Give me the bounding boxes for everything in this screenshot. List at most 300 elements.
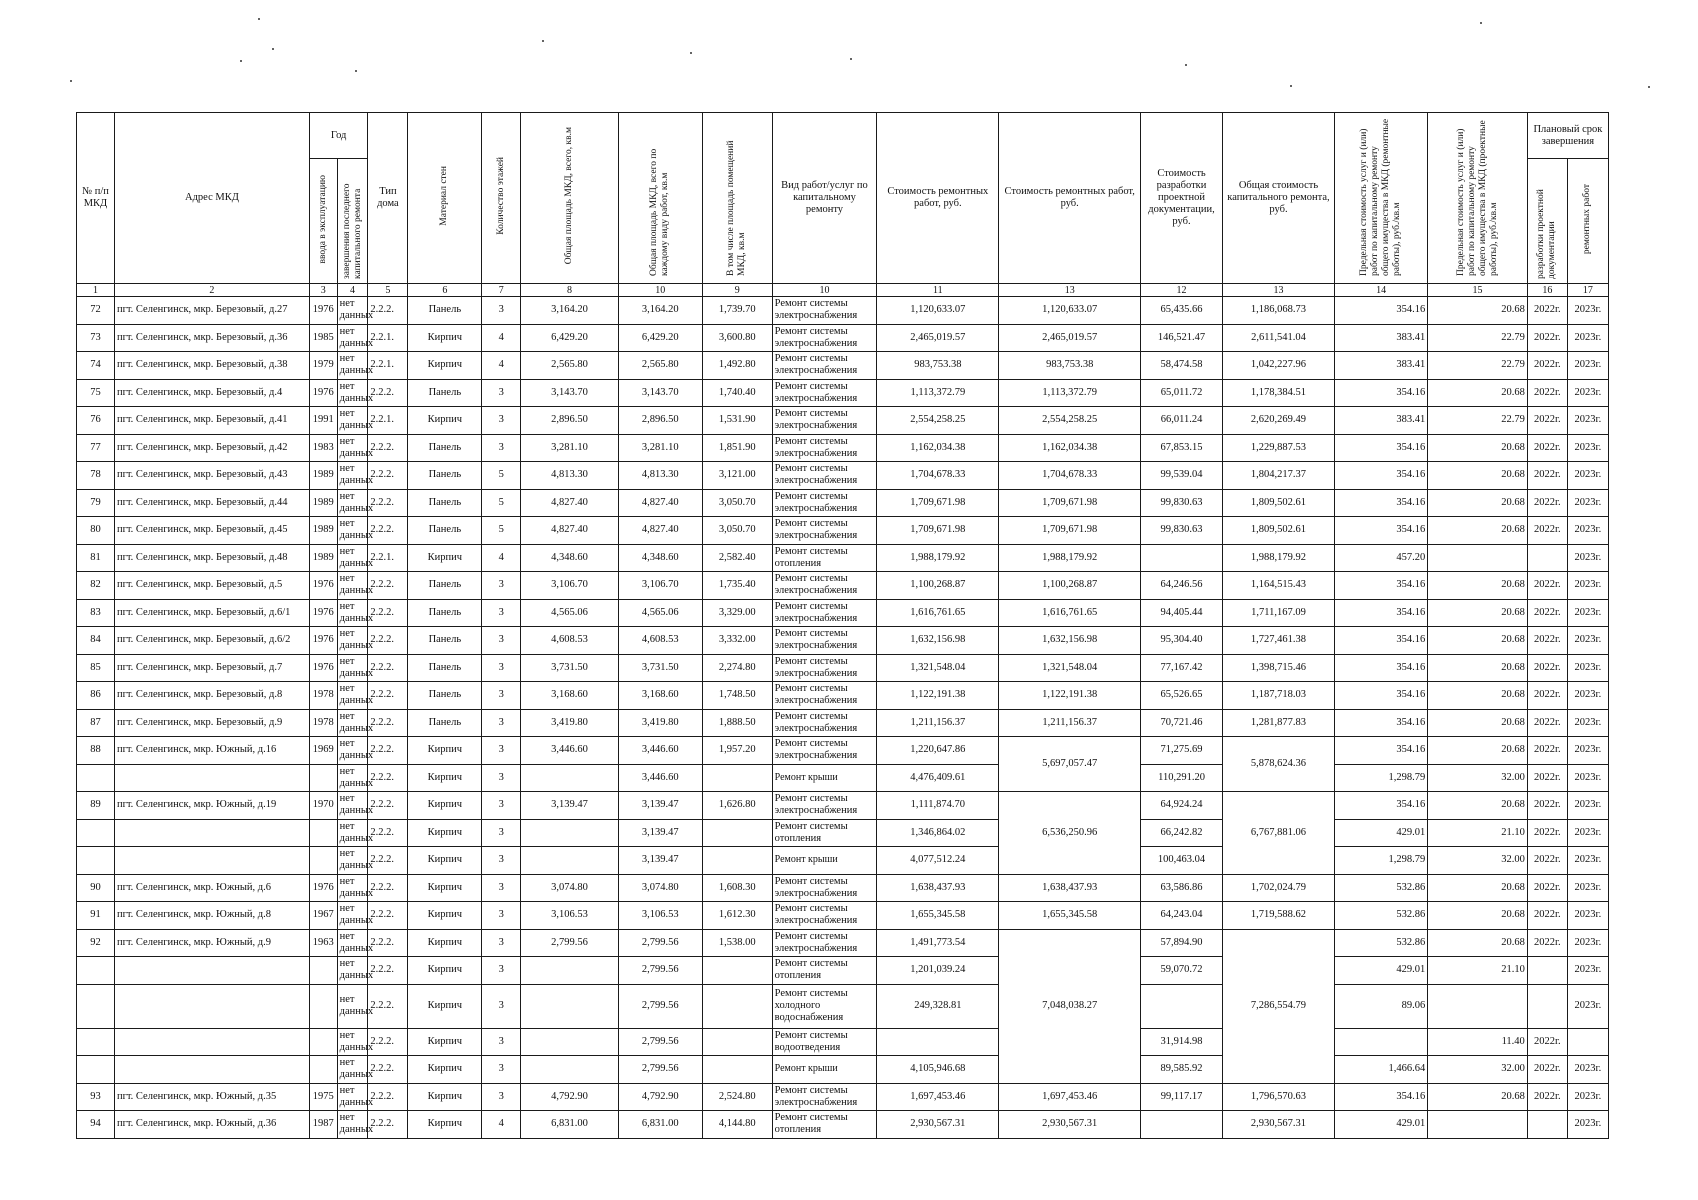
limit-repair: 354.16 [1334, 737, 1427, 765]
house-type: 2.2.2. [368, 709, 408, 737]
table-row [77, 462, 1609, 490]
term-repair: 2023г. [1567, 654, 1608, 682]
premises-area [702, 764, 772, 792]
house-type: 2.2.2. [368, 819, 408, 847]
header-house-type: Тип дома [368, 113, 408, 284]
work-area: 3,446.60 [618, 764, 702, 792]
work-area: 4,348.60 [618, 544, 702, 572]
term-design: 2022г. [1527, 324, 1567, 352]
total-area: 6,831.00 [521, 1111, 618, 1139]
repair-cost-sum: 1,113,372.79 [999, 379, 1141, 407]
total-area: 3,106.70 [521, 572, 618, 600]
house-type: 2.2.2. [368, 1056, 408, 1084]
table-row [77, 627, 1609, 655]
house-type: 2.2.2. [368, 874, 408, 902]
total-area: 3,168.60 [521, 682, 618, 710]
repair-cost: 1,113,372.79 [877, 379, 999, 407]
year-last-repair: нет данных [337, 379, 368, 407]
header-address: Адрес МКД [114, 113, 309, 284]
floors: 3 [482, 737, 521, 765]
year-last-repair: нет данных [337, 517, 368, 545]
total-cost: 1,809,502.61 [1223, 517, 1335, 545]
year-commission: 1970 [309, 792, 337, 820]
repair-cost: 1,709,671.98 [877, 489, 999, 517]
row-number: 91 [77, 902, 115, 930]
repair-cost [877, 1028, 999, 1056]
wall-material: Кирпич [408, 407, 482, 435]
year-last-repair: нет данных [337, 1028, 368, 1056]
work-type: Ремонт крыши [772, 847, 877, 875]
premises-area: 1,888.50 [702, 709, 772, 737]
wall-material: Панель [408, 599, 482, 627]
term-design: 2022г. [1527, 462, 1567, 490]
term-design: 2022г. [1527, 902, 1567, 930]
year-last-repair: нет данных [337, 874, 368, 902]
premises-area: 1,612.30 [702, 902, 772, 930]
row-number: 87 [77, 709, 115, 737]
total-area: 4,565.06 [521, 599, 618, 627]
row-number: 88 [77, 737, 115, 765]
work-type: Ремонт системы отопления [772, 1111, 877, 1139]
house-type: 2.2.2. [368, 297, 408, 325]
address: пгт. Селенгинск, мкр. Березовый, д.6/1 [114, 599, 309, 627]
address: пгт. Селенгинск, мкр. Березовый, д.36 [114, 324, 309, 352]
limit-repair [1334, 1028, 1427, 1056]
work-type: Ремонт системы электроснабжения [772, 352, 877, 380]
work-area: 3,139.47 [618, 792, 702, 820]
wall-material: Панель [408, 572, 482, 600]
term-repair: 2023г. [1567, 874, 1608, 902]
work-area: 2,799.56 [618, 1028, 702, 1056]
year-last-repair: нет данных [337, 627, 368, 655]
repair-cost: 1,162,034.38 [877, 434, 999, 462]
work-area: 4,813.30 [618, 462, 702, 490]
column-number-row [77, 284, 1609, 297]
header-term-group: Плановый срок завершения [1527, 113, 1608, 159]
address: пгт. Селенгинск, мкр. Березовый, д.48 [114, 544, 309, 572]
total-cost: 1,042,227.96 [1223, 352, 1335, 380]
address: пгт. Селенгинск, мкр. Березовый, д.27 [114, 297, 309, 325]
year-commission: 1991 [309, 407, 337, 435]
premises-area: 1,608.30 [702, 874, 772, 902]
design-cost: 57,894.90 [1140, 929, 1222, 957]
year-last-repair: нет данных [337, 489, 368, 517]
term-design: 2022г. [1527, 297, 1567, 325]
total-area: 3,446.60 [521, 737, 618, 765]
house-type: 2.2.1. [368, 352, 408, 380]
floors: 3 [482, 627, 521, 655]
term-design: 2022г. [1527, 489, 1567, 517]
total-cost: 2,620,269.49 [1223, 407, 1335, 435]
limit-design: 20.68 [1428, 489, 1528, 517]
table-row [77, 957, 1609, 985]
work-area: 6,429.20 [618, 324, 702, 352]
floors: 3 [482, 1083, 521, 1111]
year-commission: 1976 [309, 572, 337, 600]
term-design [1527, 544, 1567, 572]
house-type: 2.2.2. [368, 737, 408, 765]
premises-area: 3,329.00 [702, 599, 772, 627]
premises-area: 1,735.40 [702, 572, 772, 600]
year-commission: 1976 [309, 297, 337, 325]
term-design: 2022г. [1527, 599, 1567, 627]
wall-material: Кирпич [408, 874, 482, 902]
repair-cost-sum: 1,211,156.37 [999, 709, 1141, 737]
floors: 5 [482, 517, 521, 545]
term-design [1527, 1111, 1567, 1139]
header-wall-material: Материал стен [408, 113, 482, 284]
design-cost: 99,830.63 [1140, 517, 1222, 545]
term-design: 2022г. [1527, 792, 1567, 820]
year-commission: 1985 [309, 324, 337, 352]
house-type: 2.2.2. [368, 682, 408, 710]
repair-cost-sum: 1,709,671.98 [999, 489, 1141, 517]
total-cost: 1,727,461.38 [1223, 627, 1335, 655]
work-area: 4,827.40 [618, 517, 702, 545]
table-row [77, 1111, 1609, 1139]
design-cost: 94,405.44 [1140, 599, 1222, 627]
premises-area [702, 847, 772, 875]
col-number: 12 [1140, 284, 1222, 297]
scan-speck [542, 40, 544, 42]
repair-cost: 1,120,633.07 [877, 297, 999, 325]
scan-speck [690, 52, 692, 54]
repair-cost-sum: 1,100,268.87 [999, 572, 1141, 600]
limit-repair: 1,298.79 [1334, 764, 1427, 792]
repair-cost-sum: 1,709,671.98 [999, 517, 1141, 545]
table-row [77, 929, 1609, 957]
total-area: 3,731.50 [521, 654, 618, 682]
wall-material: Панель [408, 434, 482, 462]
repair-register-table [76, 112, 1609, 1139]
term-repair: 2023г. [1567, 627, 1608, 655]
header-limit-repair: Предельная стоимость услуг и (или) работ по капитальному ремонту общего имущества в МКД (ремонтные работы), руб./кв.м [1334, 113, 1427, 284]
year-commission: 1989 [309, 489, 337, 517]
design-cost: 31,914.98 [1140, 1028, 1222, 1056]
design-cost: 110,291.20 [1140, 764, 1222, 792]
total-area [521, 1056, 618, 1084]
term-repair: 2023г. [1567, 764, 1608, 792]
floors: 4 [482, 352, 521, 380]
table-row [77, 847, 1609, 875]
wall-material: Панель [408, 489, 482, 517]
total-area: 3,074.80 [521, 874, 618, 902]
design-cost: 65,011.72 [1140, 379, 1222, 407]
design-cost: 65,526.65 [1140, 682, 1222, 710]
year-commission: 1978 [309, 682, 337, 710]
table-row [77, 489, 1609, 517]
table-row [77, 407, 1609, 435]
wall-material: Кирпич [408, 1111, 482, 1139]
address: пгт. Селенгинск, мкр. Южный, д.9 [114, 929, 309, 957]
limit-repair: 354.16 [1334, 489, 1427, 517]
row-number: 89 [77, 792, 115, 820]
term-design: 2022г. [1527, 517, 1567, 545]
design-cost: 65,435.66 [1140, 297, 1222, 325]
address [114, 1028, 309, 1056]
repair-cost-sum: 1,638,437.93 [999, 874, 1141, 902]
design-cost: 89,585.92 [1140, 1056, 1222, 1084]
total-area: 3,139.47 [521, 792, 618, 820]
table-row [77, 902, 1609, 930]
term-repair: 2023г. [1567, 902, 1608, 930]
address: пгт. Селенгинск, мкр. Березовый, д.44 [114, 489, 309, 517]
term-repair: 2023г. [1567, 1056, 1608, 1084]
limit-repair: 532.86 [1334, 902, 1427, 930]
year-last-repair: нет данных [337, 792, 368, 820]
year-last-repair: нет данных [337, 682, 368, 710]
table-row [77, 434, 1609, 462]
limit-repair: 89.06 [1334, 984, 1427, 1028]
year-commission [309, 847, 337, 875]
year-last-repair: нет данных [337, 764, 368, 792]
design-cost: 66,242.82 [1140, 819, 1222, 847]
col-number: 15 [1428, 284, 1528, 297]
repair-cost: 2,465,019.57 [877, 324, 999, 352]
term-repair: 2023г. [1567, 709, 1608, 737]
wall-material: Кирпич [408, 792, 482, 820]
row-number [77, 819, 115, 847]
repair-cost: 249,328.81 [877, 984, 999, 1028]
work-type: Ремонт крыши [772, 764, 877, 792]
total-cost: 1,809,502.61 [1223, 489, 1335, 517]
work-area: 2,565.80 [618, 352, 702, 380]
col-number: 5 [368, 284, 408, 297]
work-area: 2,799.56 [618, 957, 702, 985]
premises-area: 1,748.50 [702, 682, 772, 710]
year-commission: 1989 [309, 517, 337, 545]
table-row [77, 819, 1609, 847]
work-type: Ремонт системы холодного водоснабжения [772, 984, 877, 1028]
repair-cost-sum: 1,655,345.58 [999, 902, 1141, 930]
repair-cost-sum: 1,122,191.38 [999, 682, 1141, 710]
term-repair: 2023г. [1567, 379, 1608, 407]
address [114, 1056, 309, 1084]
table-row [77, 572, 1609, 600]
wall-material: Кирпич [408, 819, 482, 847]
term-repair: 2023г. [1567, 462, 1608, 490]
limit-design: 32.00 [1428, 764, 1528, 792]
floors: 3 [482, 407, 521, 435]
repair-cost: 4,077,512.24 [877, 847, 999, 875]
term-design: 2022г. [1527, 1083, 1567, 1111]
floors: 5 [482, 489, 521, 517]
address: пгт. Селенгинск, мкр. Березовый, д.5 [114, 572, 309, 600]
address: пгт. Селенгинск, мкр. Березовый, д.38 [114, 352, 309, 380]
year-last-repair: нет данных [337, 819, 368, 847]
limit-repair: 354.16 [1334, 434, 1427, 462]
col-number: 9 [702, 284, 772, 297]
limit-design: 20.68 [1428, 709, 1528, 737]
col-number: 14 [1334, 284, 1427, 297]
design-cost: 99,539.04 [1140, 462, 1222, 490]
term-design: 2022г. [1527, 929, 1567, 957]
house-type: 2.2.2. [368, 517, 408, 545]
row-number: 79 [77, 489, 115, 517]
address [114, 847, 309, 875]
limit-design: 20.68 [1428, 627, 1528, 655]
row-number: 86 [77, 682, 115, 710]
total-cost: 1,804,217.37 [1223, 462, 1335, 490]
year-commission: 1976 [309, 599, 337, 627]
repair-cost-sum: 1,632,156.98 [999, 627, 1141, 655]
house-type: 2.2.1. [368, 407, 408, 435]
repair-cost: 1,709,671.98 [877, 517, 999, 545]
year-commission: 1963 [309, 929, 337, 957]
floors: 4 [482, 1111, 521, 1139]
register-body [77, 297, 1609, 1139]
limit-repair: 457.20 [1334, 544, 1427, 572]
address [114, 819, 309, 847]
limit-design: 20.68 [1428, 517, 1528, 545]
total-area [521, 847, 618, 875]
header-work-type: Вид работ/услуг по капитальному ремонту [772, 113, 877, 284]
table-row [77, 1056, 1609, 1084]
total-area: 3,106.53 [521, 902, 618, 930]
repair-cost: 2,930,567.31 [877, 1111, 999, 1139]
work-type: Ремонт системы электроснабжения [772, 682, 877, 710]
year-commission [309, 764, 337, 792]
col-number: 13 [999, 284, 1141, 297]
year-commission [309, 1056, 337, 1084]
table-row [77, 709, 1609, 737]
limit-repair: 1,298.79 [1334, 847, 1427, 875]
term-design: 2022г. [1527, 874, 1567, 902]
repair-cost: 1,346,864.02 [877, 819, 999, 847]
premises-area [702, 819, 772, 847]
repair-cost: 1,988,179.92 [877, 544, 999, 572]
term-design: 2022г. [1527, 709, 1567, 737]
design-cost: 63,586.86 [1140, 874, 1222, 902]
limit-design [1428, 544, 1528, 572]
row-number [77, 847, 115, 875]
term-repair: 2023г. [1567, 792, 1608, 820]
limit-repair: 532.86 [1334, 929, 1427, 957]
house-type: 2.2.2. [368, 1111, 408, 1139]
scan-speck [70, 80, 72, 82]
limit-repair: 354.16 [1334, 297, 1427, 325]
house-type: 2.2.2. [368, 627, 408, 655]
design-cost: 59,070.72 [1140, 957, 1222, 985]
total-cost: 6,767,881.06 [1223, 792, 1335, 875]
wall-material: Панель [408, 682, 482, 710]
work-area: 6,831.00 [618, 1111, 702, 1139]
limit-design: 20.68 [1428, 792, 1528, 820]
wall-material: Панель [408, 517, 482, 545]
scan-speck [240, 60, 242, 62]
wall-material: Кирпич [408, 352, 482, 380]
limit-design: 20.68 [1428, 682, 1528, 710]
premises-area: 2,524.80 [702, 1083, 772, 1111]
row-number [77, 764, 115, 792]
design-cost: 64,924.24 [1140, 792, 1222, 820]
wall-material: Кирпич [408, 1056, 482, 1084]
wall-material: Кирпич [408, 544, 482, 572]
term-repair: 2023г. [1567, 984, 1608, 1028]
house-type: 2.2.2. [368, 489, 408, 517]
table-row [77, 764, 1609, 792]
row-number: 92 [77, 929, 115, 957]
term-design: 2022г. [1527, 737, 1567, 765]
address: пгт. Селенгинск, мкр. Южный, д.8 [114, 902, 309, 930]
work-area: 2,896.50 [618, 407, 702, 435]
limit-design: 21.10 [1428, 819, 1528, 847]
header-floors: Количество этажей [482, 113, 521, 284]
floors: 3 [482, 764, 521, 792]
design-cost [1140, 544, 1222, 572]
house-type: 2.2.2. [368, 902, 408, 930]
year-last-repair: нет данных [337, 599, 368, 627]
work-area: 3,164.20 [618, 297, 702, 325]
work-area: 3,419.80 [618, 709, 702, 737]
year-last-repair: нет данных [337, 654, 368, 682]
scan-speck [258, 18, 260, 20]
term-repair: 2023г. [1567, 297, 1608, 325]
work-area: 3,281.10 [618, 434, 702, 462]
year-commission: 1976 [309, 627, 337, 655]
limit-design [1428, 1111, 1528, 1139]
limit-repair: 354.16 [1334, 599, 1427, 627]
total-area [521, 764, 618, 792]
total-cost: 7,286,554.79 [1223, 929, 1335, 1083]
table-row [77, 737, 1609, 765]
house-type: 2.2.2. [368, 434, 408, 462]
work-area: 2,799.56 [618, 984, 702, 1028]
work-area: 3,168.60 [618, 682, 702, 710]
col-number: 13 [1223, 284, 1335, 297]
year-commission: 1989 [309, 462, 337, 490]
table-row [77, 544, 1609, 572]
work-area: 4,827.40 [618, 489, 702, 517]
limit-design: 20.68 [1428, 902, 1528, 930]
premises-area [702, 957, 772, 985]
term-repair: 2023г. [1567, 572, 1608, 600]
wall-material: Кирпич [408, 324, 482, 352]
design-cost: 64,243.04 [1140, 902, 1222, 930]
work-type: Ремонт системы электроснабжения [772, 1083, 877, 1111]
work-type: Ремонт системы электроснабжения [772, 517, 877, 545]
house-type: 2.2.2. [368, 599, 408, 627]
address [114, 957, 309, 985]
year-last-repair: нет данных [337, 462, 368, 490]
header-design-cost: Стоимость разработки проектной документации, руб. [1140, 113, 1222, 284]
limit-design: 20.68 [1428, 654, 1528, 682]
limit-design: 20.68 [1428, 929, 1528, 957]
year-commission [309, 1028, 337, 1056]
address: пгт. Селенгинск, мкр. Южный, д.16 [114, 737, 309, 765]
work-type: Ремонт системы электроснабжения [772, 297, 877, 325]
work-type: Ремонт системы электроснабжения [772, 489, 877, 517]
address: пгт. Селенгинск, мкр. Березовый, д.8 [114, 682, 309, 710]
repair-cost-sum: 2,465,019.57 [999, 324, 1141, 352]
year-commission: 1976 [309, 874, 337, 902]
limit-repair: 354.16 [1334, 1083, 1427, 1111]
work-type: Ремонт системы отопления [772, 819, 877, 847]
row-number: 82 [77, 572, 115, 600]
year-last-repair: нет данных [337, 572, 368, 600]
col-number: 1 [77, 284, 115, 297]
term-design: 2022г. [1527, 847, 1567, 875]
row-number: 73 [77, 324, 115, 352]
total-cost: 1,187,718.03 [1223, 682, 1335, 710]
address: пгт. Селенгинск, мкр. Березовый, д.7 [114, 654, 309, 682]
work-type: Ремонт системы электроснабжения [772, 929, 877, 957]
address [114, 984, 309, 1028]
table-row [77, 297, 1609, 325]
work-type: Ремонт системы электроснабжения [772, 902, 877, 930]
repair-cost-sum: 5,697,057.47 [999, 737, 1141, 792]
year-last-repair: нет данных [337, 324, 368, 352]
